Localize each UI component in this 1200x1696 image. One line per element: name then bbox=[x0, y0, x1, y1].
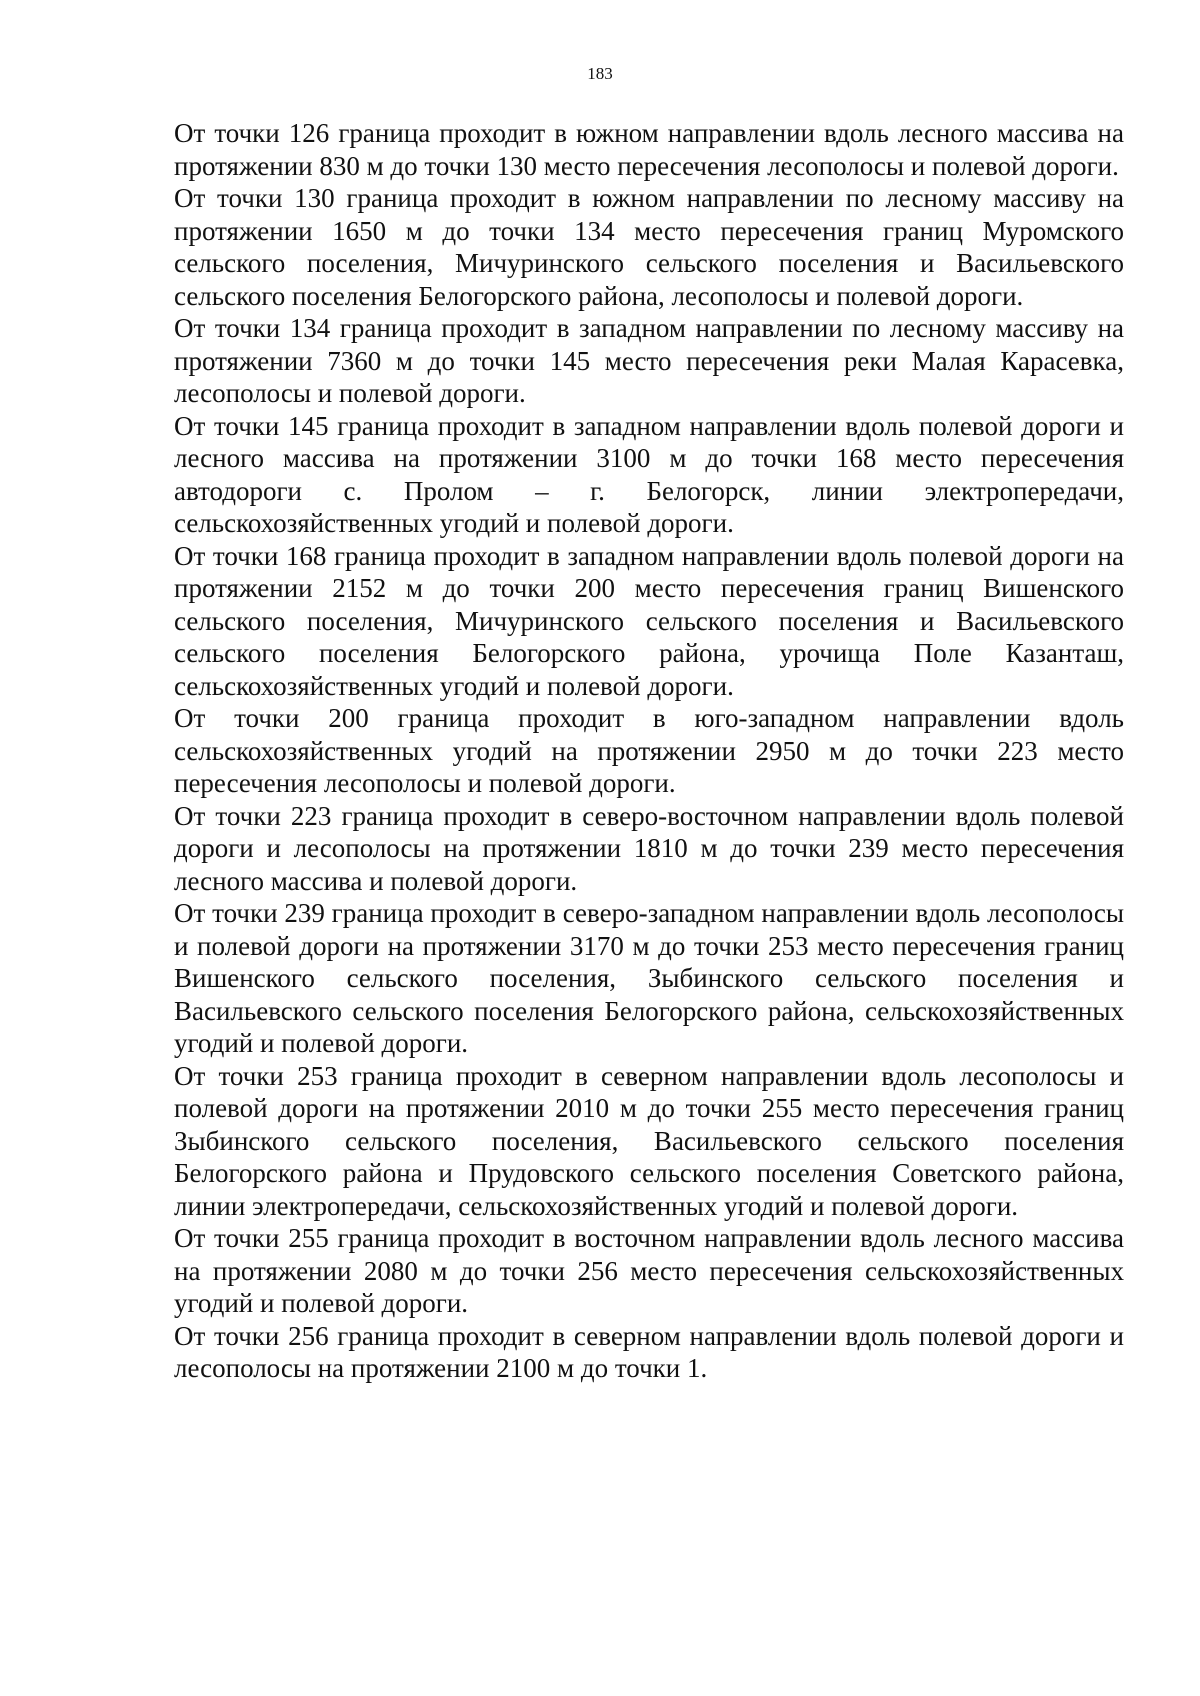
paragraph-11: От точки 256 граница проходит в северном направлении вдоль полевой дороги и лесополосы на протяжении 2100 м до точки 1. bbox=[174, 1320, 1124, 1383]
paragraph-2: От точки 130 граница проходит в южном направлении по лесному массиву на протяжении 1650 м до точки 134 место пересечения границ Муромского сельского поселения, Мичуринского сельского поселения и Васильевского сельского поселения Белогорского района, лесополосы и полевой дороги. bbox=[174, 183, 1124, 311]
paragraph-4: От точки 145 граница проходит в западном направлении вдоль полевой дороги и лесного массива на протяжении 3100 м до точки 168 место пересечения автодороги с. Пролом – г. Белогорск, линии электропередачи, сельскохозяйственных угодий и полевой дороги. bbox=[174, 410, 1124, 538]
paragraph-3: От точки 134 граница проходит в западном направлении по лесному массиву на протяжении 7360 м до точки 145 место пересечения реки Малая Карасевка, лесополосы и полевой дороги. bbox=[174, 313, 1124, 408]
page-number: 183 bbox=[587, 64, 613, 83]
document-body bbox=[174, 117, 1124, 1385]
paragraph-10: От точки 255 граница проходит в восточном направлении вдоль лесного массива на протяжении 2080 м до точки 256 место пересечения сельскохозяйственных угодий и полевой дороги. bbox=[174, 1223, 1124, 1318]
paragraph-7: От точки 223 граница проходит в северо-восточном направлении вдоль полевой дороги и лесополосы на протяжении 1810 м до точки 239 место пересечения лесного массива и полевой дороги. bbox=[174, 800, 1124, 896]
paragraph-6: От точки 200 граница проходит в юго-западном направлении вдоль сельскохозяйственных угодий на протяжении 2950 м до точки 223 место пересечения лесополосы и полевой дороги. bbox=[174, 703, 1124, 798]
paragraph-1: От точки 126 граница проходит в южном направлении вдоль лесного массива на протяжении 830 м до точки 130 место пересечения лесополосы и полевой дороги. bbox=[174, 118, 1124, 181]
paragraph-9: От точки 253 граница проходит в северном направлении вдоль лесополосы и полевой дороги на протяжении 2010 м до точки 255 место пересечения границ Зыбинского сельского поселения, Васильевского сельского поселения Белогорского района и Прудовского сельского поселения Советского района, линии электропередачи, сельскохозяйственных угодий и полевой дороги. bbox=[174, 1060, 1124, 1221]
paragraph-5: От точки 168 граница проходит в западном направлении вдоль полевой дороги на протяжении 2152 м до точки 200 место пересечения границ Вишенского сельского поселения, Мичуринского сельского поселения и Васильевского сельского поселения Белогорского района, урочища Поле Казанташ, сельскохозяйственных угодий и полевой дороги. bbox=[174, 540, 1124, 701]
paragraph-8: От точки 239 граница проходит в северо-западном направлении вдоль лесополосы и полевой дороги на протяжении 3170 м до точки 253 место пересечения границ Вишенского сельского поселения, Зыбинского сельского поселения и Васильевского сельского поселения Белогорского района, сельскохозяйственных угодий и полевой дороги. bbox=[174, 898, 1124, 1058]
